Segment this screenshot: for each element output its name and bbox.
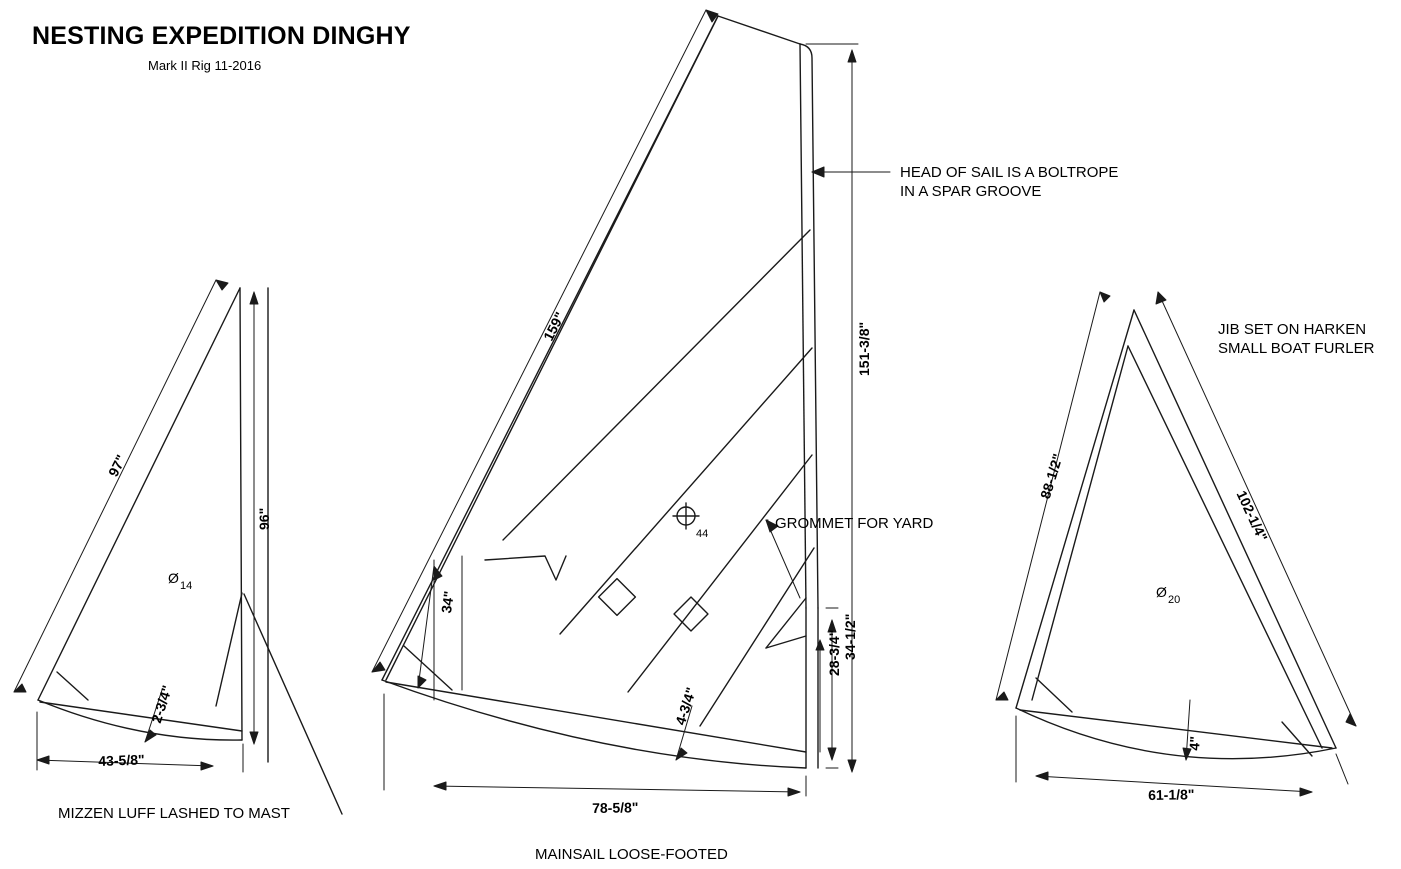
note-head-of-sail (900, 163, 1118, 201)
main-reinforcement-value: 44 (696, 528, 709, 540)
mizzen-reinforcement-symbol: Ø (168, 570, 179, 586)
dim-mizzen-luff: 97" (105, 452, 130, 480)
mizzen-reinforcement-value: 14 (180, 580, 193, 592)
dim-main-foot: 78-5/8" (592, 799, 639, 816)
dim-mizzen-foot: 43-5/8" (98, 751, 145, 769)
dim-main-clew-lower: 28-3/4" (826, 629, 842, 676)
dim-main-clew-upper: 34-1/2" (842, 613, 858, 660)
dim-mizzen-leech: 96" (256, 507, 272, 530)
dim-jib-leech: 102-1/4" (1233, 488, 1271, 544)
dim-main-tack-panel: 34" (438, 589, 457, 615)
jib-dimension-lines (996, 292, 1356, 796)
dim-jib-luff: 88-1/2" (1037, 451, 1066, 501)
dim-main-luff: 159" (540, 309, 568, 344)
mizzen-dimension-lines (14, 280, 258, 772)
mainsail-dimension-lines (372, 10, 858, 796)
note-jib-furler (1218, 320, 1374, 358)
note-mainsail-loose-footed: MAINSAIL LOOSE-FOOTED (535, 846, 728, 863)
dim-main-roach: 4-3/4" (672, 685, 700, 727)
note-mizzen-luff: MIZZEN LUFF LASHED TO MAST (58, 805, 290, 822)
page-subtitle: Mark II Rig 11-2016 (148, 58, 262, 73)
mizzen-sail-outline (38, 288, 242, 740)
note-head-of-sail-line2: IN A SPAR GROOVE (900, 183, 1042, 200)
mainsail-leaders (766, 167, 890, 598)
page-title: NESTING EXPEDITION DINGHY (32, 22, 411, 50)
jib-reinforcement-symbol: Ø (1156, 584, 1167, 600)
mainsail-outline (382, 16, 818, 768)
jib-reinforcement-value: 20 (1168, 594, 1181, 606)
mizzen-mast-line (244, 288, 342, 814)
note-jib-furler-line2: SMALL BOAT FURLER (1218, 340, 1375, 357)
dim-jib-roach: 4" (1186, 735, 1203, 752)
dim-jib-foot: 61-1/8" (1148, 786, 1195, 803)
note-jib-furler-line1: JIB SET ON HARKEN (1218, 321, 1367, 338)
note-grommet-for-yard: GROMMET FOR YARD (775, 515, 934, 532)
dim-main-leech: 151-3/8" (856, 321, 872, 376)
dim-mizzen-roach: 2-3/4" (148, 683, 176, 725)
jib-sail-outline (1016, 310, 1336, 759)
note-head-of-sail-line1: HEAD OF SAIL IS A BOLTROPE (900, 164, 1119, 181)
